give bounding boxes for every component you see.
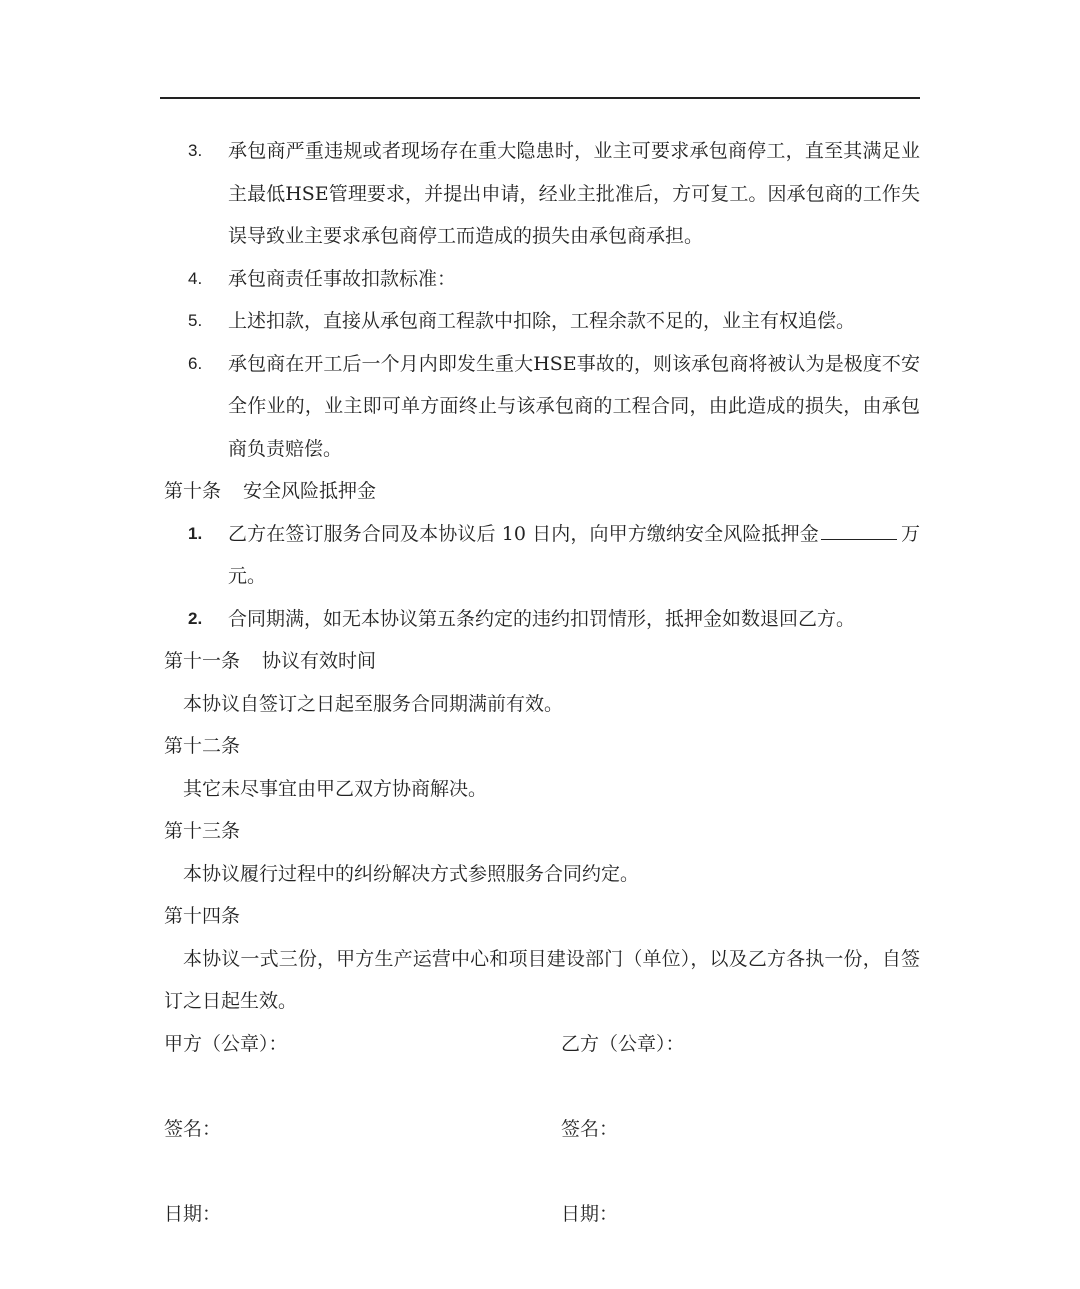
- list-item-text: 乙方在签订服务合同及本协议后 10 日内，向甲方缴纳安全风险抵押金: [228, 522, 819, 545]
- article-11-body: 本协议自签订之日起至服务合同期满前有效。: [183, 692, 564, 715]
- list-item-3: [0, 130, 920, 258]
- list-item-text: 合同期满，如无本协议第五条约定的违约扣罚情形，抵押金如数退回乙方。: [228, 607, 856, 630]
- article-12-heading: 第十二条: [164, 735, 241, 757]
- article-14-heading: 第十四条: [164, 905, 241, 927]
- list-number: 1.: [188, 523, 203, 543]
- list-item-text: 上述扣款，直接从承包商工程款中扣除，工程余款不足的，业主有权追偿。: [228, 310, 856, 332]
- article-10-heading: [0, 470, 1080, 513]
- article-label: 第十条: [164, 480, 222, 502]
- article-14-body: 本协议一式三份，甲方生产运营中心和项目建设部门（单位），以及乙方各执一份，自签订之日起生效。: [164, 947, 920, 1012]
- list-item-5: [0, 300, 920, 343]
- document-body: [0, 130, 1080, 1023]
- party-a-date-label: 日期：: [164, 1203, 222, 1225]
- party-b-signature-label: 签名：: [561, 1118, 619, 1140]
- deposit-item-2: [0, 598, 920, 641]
- list-number: 6.: [188, 353, 203, 373]
- party-b-date-label: 日期：: [561, 1203, 619, 1225]
- list-number: 2.: [188, 608, 203, 628]
- list-item-text: 承包商在开工后一个月内即发生重大HSE事故的，则该承包商将被认为是极度不安全作业的，业主即可单方面终止与该承包商的工程合同，由此造成的损失，由承包商负责赔偿。: [228, 352, 920, 460]
- list-number: 4.: [188, 268, 203, 288]
- list-item-4: [0, 258, 920, 301]
- list-number: 3.: [188, 141, 203, 160]
- article-12-body: 其它未尽事宜由甲乙双方协商解决。: [183, 777, 488, 800]
- party-b-seal-label: 乙方（公章）：: [561, 1033, 685, 1055]
- party-a-signature-label: 签名：: [164, 1118, 222, 1140]
- party-a-seal-label: 甲方（公章）：: [164, 1033, 288, 1055]
- deposit-item-1: [0, 513, 920, 598]
- article-title: 协议有效时间: [262, 650, 377, 672]
- list-item-text: 承包商责任事故扣款标准：: [228, 267, 457, 290]
- article-title: 安全风险抵押金: [243, 480, 377, 502]
- list-item-6: [0, 343, 920, 471]
- amount-blank-line: [821, 519, 897, 540]
- list-number: 5.: [188, 311, 203, 330]
- header-rule: [160, 97, 920, 99]
- list-item-text-suffix: 万元。: [228, 522, 920, 587]
- article-11-heading: [0, 640, 1080, 683]
- article-13-body: 本协议履行过程中的纠纷解决方式参照服务合同约定。: [183, 862, 640, 885]
- article-13-heading: 第十三条: [164, 820, 241, 842]
- list-item-text: 承包商严重违规或者现场存在重大隐患时，业主可要求承包商停工，直至其满足业主最低HSE管理要求，并提出申请，经业主批准后，方可复工。因承包商的工作失误导致业主要求承包商停工而造成的损失由承包商承担。: [228, 140, 920, 247]
- article-label: 第十一条: [164, 650, 241, 672]
